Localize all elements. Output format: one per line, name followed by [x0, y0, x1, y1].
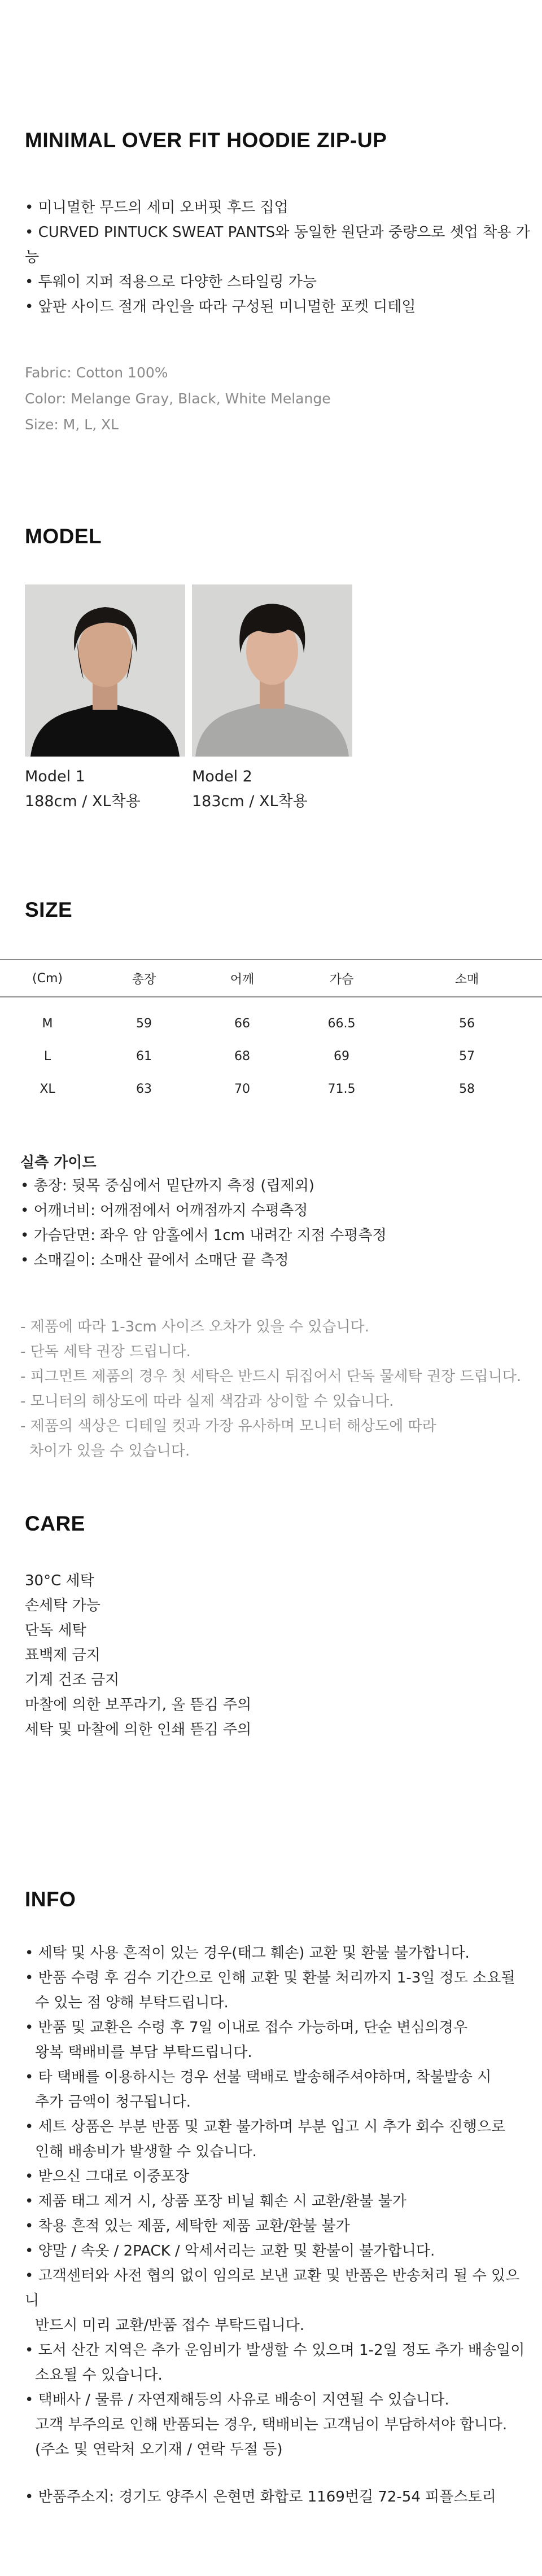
model-2-name: Model 2 — [192, 768, 252, 785]
guide-item: • 가슴단면: 좌우 암 암홀에서 1cm 내려간 지점 수평측정 — [20, 1223, 387, 1248]
table-cell: 63 — [136, 1082, 152, 1096]
table-cell: 56 — [459, 1016, 475, 1031]
note-item: - 제품의 색상은 디테일 컷과 가장 유사하며 모니터 해상도에 따라 — [20, 1418, 436, 1435]
info-item-cont: 반드시 미리 교환/반품 접수 부탁드립니다. — [35, 2317, 305, 2334]
info-item-cont: 고객 부주의로 인해 반품되는 경우, 택배비는 고객님이 부담하셔야 합니다. — [35, 2416, 508, 2433]
info-item: • 반품 수령 후 검수 기간으로 인해 교환 및 환불 처리까지 1-3일 정도 소요될 — [25, 1966, 533, 1990]
size-label: M — [42, 1016, 53, 1031]
info-item: • 세트 상품은 부분 반품 및 교환 불가하며 부분 입고 시 추가 회수 진행으로 — [25, 2115, 533, 2139]
care-item: 손세탁 가능 — [25, 1597, 100, 1614]
info-item-cont: 왕복 택배비를 부담 부탁드립니다. — [35, 2044, 252, 2061]
note-item: - 모니터의 해상도에 따라 실제 색감과 상이할 수 있습니다. — [20, 1393, 394, 1410]
model-2-photo — [192, 584, 352, 757]
model-card-2 — [192, 584, 352, 814]
table-cell: 69 — [334, 1049, 349, 1063]
table-cell: 57 — [459, 1049, 475, 1063]
note-item: 차이가 있을 수 있습니다. — [29, 1443, 190, 1460]
table-cell: 71.5 — [327, 1082, 356, 1096]
size-table — [0, 959, 542, 1105]
care-item: 세탁 및 마찰에 의한 인쇄 뜯김 주의 — [25, 1721, 252, 1738]
color-spec: Color: Melange Gray, Black, White Melange — [25, 390, 331, 407]
size-label: XL — [40, 1082, 55, 1096]
length-header: 총장 — [95, 960, 193, 997]
care-item: 30°C 세탁 — [25, 1572, 94, 1589]
return-address: • 반품주소지: 경기도 양주시 은현면 화합로 1169번길 72-54 피플스토리 — [25, 2485, 533, 2509]
size-spec: Size: M, L, XL — [25, 416, 119, 433]
info-item: • 택배사 / 물류 / 자연재해등의 사유로 배송이 지연될 수 있습니다. — [25, 2388, 533, 2412]
model-2-image — [192, 584, 352, 757]
note-item: - 단독 세탁 권장 드립니다. — [20, 1343, 191, 1360]
info-item: • 반품 및 교환은 수령 후 7일 이내로 접수 가능하며, 단순 변심의경우 — [25, 2015, 533, 2040]
info-item: • 타 택배를 이용하시는 경우 선불 택배로 발송해주셔야하며, 착불발송 시 — [25, 2065, 533, 2090]
care-item: 마찰에 의한 보푸라기, 올 뜯김 주의 — [25, 1696, 252, 1713]
product-title: MINIMAL OVER FIT HOODIE ZIP-UP — [25, 129, 387, 152]
table-row — [0, 997, 542, 1040]
sleeve-header: 소매 — [392, 960, 542, 997]
guide-item: • 어깨너비: 어깨점에서 어깨점까지 수평측정 — [20, 1198, 387, 1223]
model-1-name: Model 1 — [25, 768, 85, 785]
note-item: - 제품에 따라 1-3cm 사이즈 오차가 있을 수 있습니다. — [20, 1318, 369, 1335]
info-item: • 고객센터와 사전 협의 없이 임의로 보낸 교환 및 반품은 반송처리 될 수 있으니 — [25, 2263, 533, 2313]
info-item: • 제품 태그 제거 시, 상품 포장 비닐 훼손 시 교환/환불 불가 — [25, 2189, 533, 2214]
model-section-title: MODEL — [25, 525, 102, 548]
info-item: • 양말 / 속옷 / 2PACK / 악세서리는 교환 및 환불이 불가합니다. — [25, 2239, 533, 2263]
info-item: • 받으신 그대로 이중포장 — [25, 2164, 533, 2189]
size-table-header — [0, 960, 542, 997]
unit-header: (Cm) — [0, 960, 95, 997]
table-cell: 66 — [234, 1016, 250, 1031]
model-1-image — [25, 584, 185, 757]
care-section-title: CARE — [25, 1512, 85, 1535]
spacer — [25, 2462, 533, 2485]
feature-item: • 투웨이 지퍼 적용으로 다양한 스타일링 가능 — [25, 270, 542, 294]
spec-list — [25, 360, 331, 438]
table-cell: 58 — [459, 1082, 475, 1096]
care-list — [25, 1568, 251, 1742]
chest-header: 가슴 — [291, 960, 392, 997]
table-cell: 61 — [136, 1049, 152, 1063]
size-label: L — [43, 1049, 51, 1063]
info-item-cont: 소요될 수 있습니다. — [35, 2367, 163, 2384]
table-row — [0, 1072, 542, 1105]
info-item-cont: 추가 금액이 청구됩니다. — [35, 2094, 191, 2111]
guide-item: • 총장: 뒷목 중심에서 밑단까지 측정 (립제외) — [20, 1173, 387, 1198]
care-item: 표백제 금지 — [25, 1647, 100, 1664]
guide-item: • 소매길이: 소매산 끝에서 소매단 끝 측정 — [20, 1248, 387, 1273]
care-item: 단독 세탁 — [25, 1622, 86, 1639]
fabric-spec: Fabric: Cotton 100% — [25, 364, 168, 381]
info-section-title: INFO — [25, 1888, 76, 1911]
table-cell: 70 — [234, 1082, 250, 1096]
model-2-info: 183cm / XL착용 — [192, 793, 308, 810]
info-item: • 착용 흔적 있는 제품, 세탁한 제품 교환/환불 불가 — [25, 2214, 533, 2239]
measure-guide-title: 실측 가이드 — [20, 1154, 97, 1171]
info-list — [25, 1941, 533, 2509]
care-item: 기계 건조 금지 — [25, 1672, 120, 1689]
feature-item: • 미니멀한 무드의 세미 오버핏 후드 집업 — [25, 195, 542, 220]
size-notes — [20, 1315, 521, 1463]
table-cell: 68 — [234, 1049, 250, 1063]
shoulder-header: 어깨 — [193, 960, 291, 997]
table-cell: 59 — [136, 1016, 152, 1031]
info-item-cont: 수 있는 점 양해 부탁드립니다. — [35, 1994, 229, 2011]
info-item: • 도서 산간 지역은 추가 운임비가 발생할 수 있으며 1-2일 정도 추가 배송일이 — [25, 2338, 533, 2363]
info-item-cont: 인해 배송비가 발생할 수 있습니다. — [35, 2143, 257, 2160]
feature-item: • CURVED PINTUCK SWEAT PANTS와 동일한 원단과 중량으로 셋업 착용 가능 — [25, 220, 542, 270]
feature-list — [25, 195, 542, 319]
table-cell: 66.5 — [327, 1016, 356, 1031]
note-item: - 피그먼트 제품의 경우 첫 세탁은 반드시 뒤집어서 단독 물세탁 권장 드립니다. — [20, 1368, 522, 1385]
model-1-info: 188cm / XL착용 — [25, 793, 141, 810]
model-1-photo — [25, 584, 185, 757]
table-row — [0, 1040, 542, 1072]
info-item-cont: (주소 및 연락처 오기재 / 연락 두절 등) — [35, 2441, 283, 2458]
model-card-1 — [25, 584, 185, 814]
size-section-title: SIZE — [25, 898, 73, 921]
feature-item: • 앞판 사이드 절개 라인을 따라 구성된 미니멀한 포켓 디테일 — [25, 294, 542, 319]
info-item: • 세탁 및 사용 흔적이 있는 경우(태그 훼손) 교환 및 환불 불가합니다. — [25, 1941, 533, 1966]
measure-guide-list — [20, 1173, 387, 1273]
